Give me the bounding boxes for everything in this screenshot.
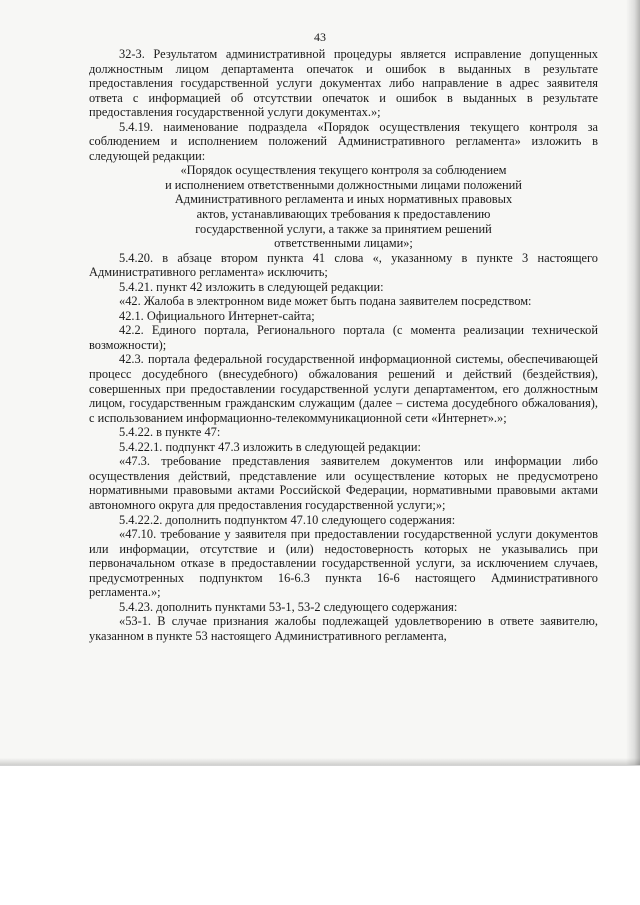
paragraph-47-3: «47.3. требование представления заявителем документов или информации либо осуществления действий, представление или осуществление которых не предусмотрено нормативными правовыми актами Российской Федерации, нормативными правовыми актами автономного округа для предоставления государственной услуги;»; — [89, 454, 598, 512]
paragraph-42-1: 42.1. Официального Интернет-сайта; — [119, 308, 315, 323]
paragraph-42-2: 42.2. Единого портала, Регионального портала (с момента реализации технической возможности); — [89, 323, 598, 352]
paragraph-42-3: 42.3. портала федеральной государственной информационной системы, обеспечивающей процесс досудебного (внесудебного) обжалования решений и действий (бездействия), совершенных при предоставлении государственной услуги департаментом, его должностным лицом, государственным гражданским служащим (далее – система досудебного обжалования), с использованием информационно-телекоммуникационной сети «Интернет».»; — [89, 352, 598, 425]
paragraph-5-4-22-1: 5.4.22.1. подпункт 47.3 изложить в следующей редакции: — [119, 439, 421, 454]
page-edge-shadow — [626, 0, 640, 765]
document-body — [89, 47, 598, 643]
paragraph-5-4-19: 5.4.19. наименование подраздела «Порядок осуществления текущего контроля за соблюдением и исполнением положений Административного регламента» изложить в следующей редакции: — [89, 119, 598, 163]
paragraph-5-4-22-2: 5.4.22.2. дополнить подпунктом 47.10 следующего содержания: — [119, 512, 456, 527]
page-number: 43 — [314, 30, 326, 44]
paragraph-5-4-21: 5.4.21. пункт 42 изложить в следующей редакции: — [119, 279, 384, 294]
paragraph-53-1: «53-1. В случае признания жалобы подлежащей удовлетворению в ответе заявителю, указанном в пункте 53 настоящего Административного регламента, — [89, 614, 598, 643]
paragraph-5-4-22: 5.4.22. в пункте 47: — [119, 425, 221, 440]
paragraph-5-4-20: 5.4.20. в абзаце втором пункта 41 слова «, указанному в пункте 3 настоящего Административного регламента» исключить; — [89, 250, 598, 280]
paragraph-47-10: «47.10. требование у заявителя при предоставлении государственной услуги документов или информации, отсутствие и (или) недостоверность которых не указывались при первоначальном отказе в предоставлении государственной услуги, за исключением случаев, предусмотренных подпунктом 16-6.3 пункта 16-6 настоящего Административного регламента.»; — [89, 527, 598, 600]
paragraph-5-4-23: 5.4.23. дополнить пунктами 53-1, 53-2 следующего содержания: — [119, 599, 458, 614]
paragraph-42: «42. Жалоба в электронном виде может быть подана заявителем посредством: — [119, 294, 532, 309]
page-bottom-shadow — [0, 758, 640, 766]
section-title-quote: «Порядок осуществления текущего контроля за соблюдением и исполнением ответственными должностными лицами положений Административного регламента и иных нормативных правовых актов, устанавливающих требования к предоставлению государственной услуги, а также за принятием решений ответственными лицами»; — [165, 163, 522, 251]
paragraph-32-3: 32-3. Результатом административной процедуры является исправление допущенных должностным лицом департамента опечаток и ошибок в выданных в результате предоставления государственной услуги документах либо направление в адрес заявителя ответа с информацией об отсутствии опечаток и ошибок в выданных в результате предоставления государственной услуги документах.»; — [89, 47, 598, 120]
